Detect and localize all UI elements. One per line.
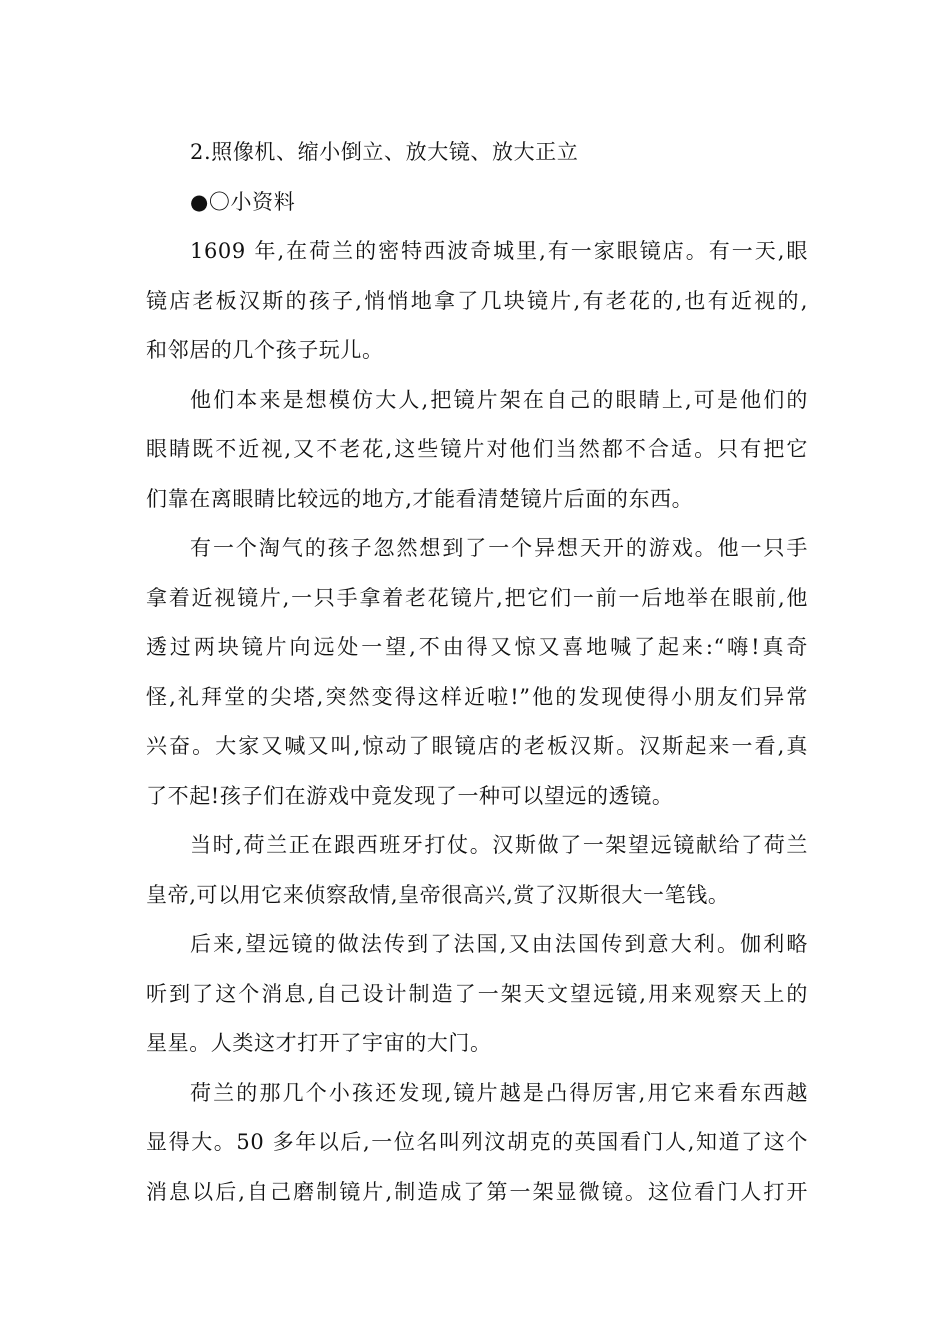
text-line: 显得大。50 多年以后,一位名叫列汶胡克的英国看门人,知道了这个 <box>146 1130 808 1154</box>
text-line: 透过两块镜片向远处一望,不由得又惊又喜地喊了起来:“嗨!真奇 <box>146 635 808 659</box>
text-line: 镜店老板汉斯的孩子,悄悄地拿了几块镜片,有老花的,也有近视的, <box>146 288 808 313</box>
text-line: 荷兰的那几个小孩还发现,镜片越是凸得厉害,用它来看东西越 <box>190 1080 808 1105</box>
text-line: 消息以后,自己磨制镜片,制造成了第一架显微镜。这位看门人打开 <box>146 1179 808 1204</box>
text-line: 2.照像机、缩小倒立、放大镜、放大正立 <box>190 140 579 164</box>
text-line: 怪,礼拜堂的尖塔,突然变得这样近啦!”他的发现使得小朋友们异常 <box>146 684 808 709</box>
text-line: 兴奋。大家又喊又叫,惊动了眼镜店的老板汉斯。汉斯起来一看,真 <box>146 734 808 758</box>
text-line: 和邻居的几个孩子玩儿。 <box>146 338 384 362</box>
text-lines <box>146 128 808 1217</box>
text-line: 眼睛既不近视,又不老花,这些镜片对他们当然都不合适。只有把它 <box>146 437 808 461</box>
text-line: 后来,望远镜的做法传到了法国,又由法国传到意大利。伽利略 <box>190 932 808 956</box>
text-line: 1609 年,在荷兰的密特西波奇城里,有一家眼镜店。有一天,眼 <box>190 239 808 263</box>
text-line: 有一个淘气的孩子忽然想到了一个异想天开的游戏。他一只手 <box>190 536 808 560</box>
text-line: 当时,荷兰正在跟西班牙打仗。汉斯做了一架望远镜献给了荷兰 <box>190 833 808 857</box>
text-line: 了不起!孩子们在游戏中竟发现了一种可以望远的透镜。 <box>146 783 674 808</box>
text-line: 皇帝,可以用它来侦察敌情,皇帝很高兴,赏了汉斯很大一笔钱。 <box>146 882 730 907</box>
text-line: 们靠在离眼睛比较远的地方,才能看清楚镜片后面的东西。 <box>146 486 694 511</box>
text-line: 他们本来是想模仿大人,把镜片架在自己的眼睛上,可是他们的 <box>190 387 808 412</box>
text-line: 拿着近视镜片,一只手拿着老花镜片,把它们一前一后地举在眼前,他 <box>146 585 808 610</box>
text-line: ●〇小资料 <box>190 189 296 214</box>
text-line: 听到了这个消息,自己设计制造了一架天文望远镜,用来观察天上的 <box>146 981 808 1006</box>
text-line: 星星。人类这才打开了宇宙的大门。 <box>146 1031 492 1055</box>
document-body <box>146 128 808 1217</box>
